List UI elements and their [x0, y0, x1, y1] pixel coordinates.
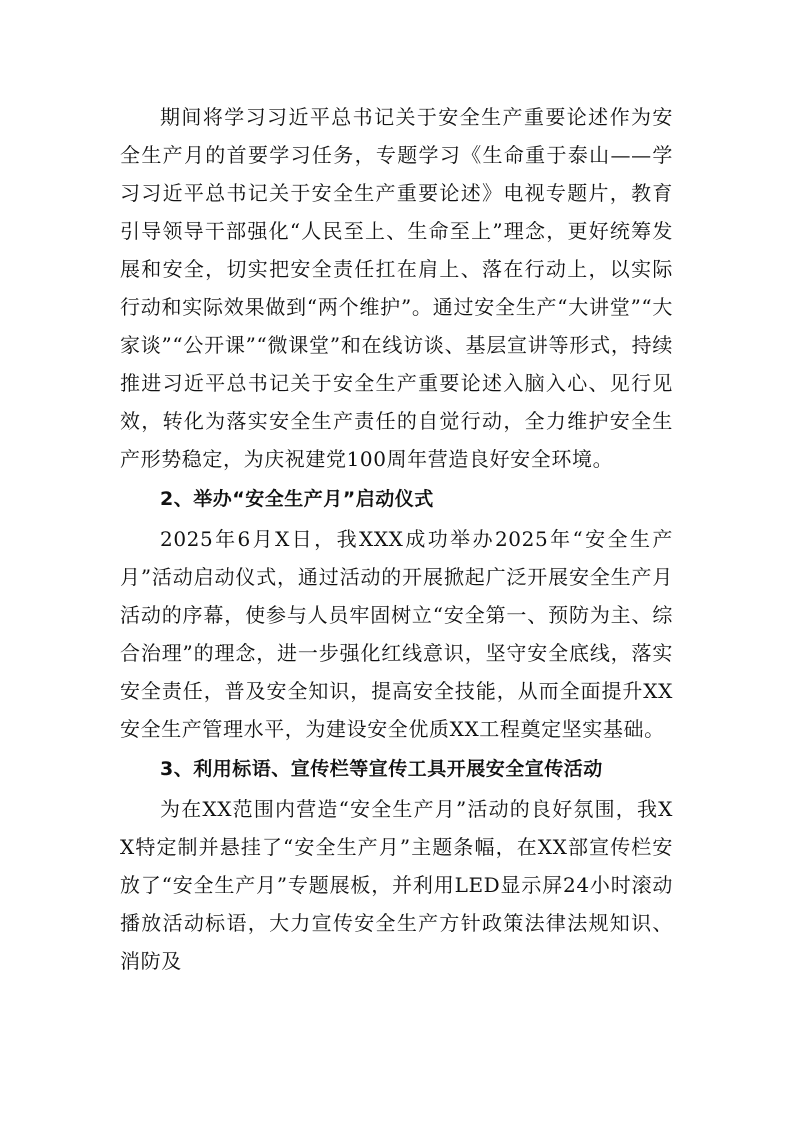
body-paragraph-launch-ceremony: 2025年6月X日，我XXX成功举办2025年“安全生产月”活动启动仪式，通过活动的开展掀起广泛开展安全生产月活动的序幕，使参与人员牢固树立“安全第一、预防为主、综合治理”的理念，进一步强化红线意识，坚守安全底线，落实安全责任，普及安全知识，提高安全技能，从而全面提升XX安全生产管理水平，为建设安全优质XX工程奠定坚实基础。 — [120, 527, 673, 741]
section-heading-publicity-tools: 3、利用标语、宣传栏等宣传工具开展安全宣传活动 — [160, 758, 603, 780]
body-paragraph-study-tasks: 期间将学习习近平总书记关于安全生产重要论述作为安全生产月的首要学习任务，专题学习《生命重于泰山——学习习近平总书记关于安全生产重要论述》电视专题片，教育引导领导干部强化“人民至上、生命至上”理念，更好统筹发展和安全，切实把安全责任扛在肩上、落在行动上，以实际行动和实际效果做到“两个维护”。通过安全生产“大讲堂”“大家谈”“公开课”“微课堂”和在线访谈、基层宣讲等形式，持续推进习近平总书记关于安全生产重要论述入脑入心、见行见效，转化为落实安全生产责任的自觉行动，全力维护安全生产形势稳定，为庆祝建党100周年营造良好安全环境。 — [120, 105, 673, 471]
section-heading-launch-ceremony: 2、举办“安全生产月”启动仪式 — [160, 488, 434, 510]
body-paragraph-publicity-tools: 为在XX范围内营造“安全生产月”活动的良好氛围，我XX特定制并悬挂了“安全生产月”主题条幅，在XX部宣传栏安放了“安全生产月”专题展板，并利用LED显示屏24小时滚动播放活动标语，大力宣传安全生产方针政策法律法规知识、消防及 — [120, 797, 673, 973]
document-body — [120, 98, 673, 980]
